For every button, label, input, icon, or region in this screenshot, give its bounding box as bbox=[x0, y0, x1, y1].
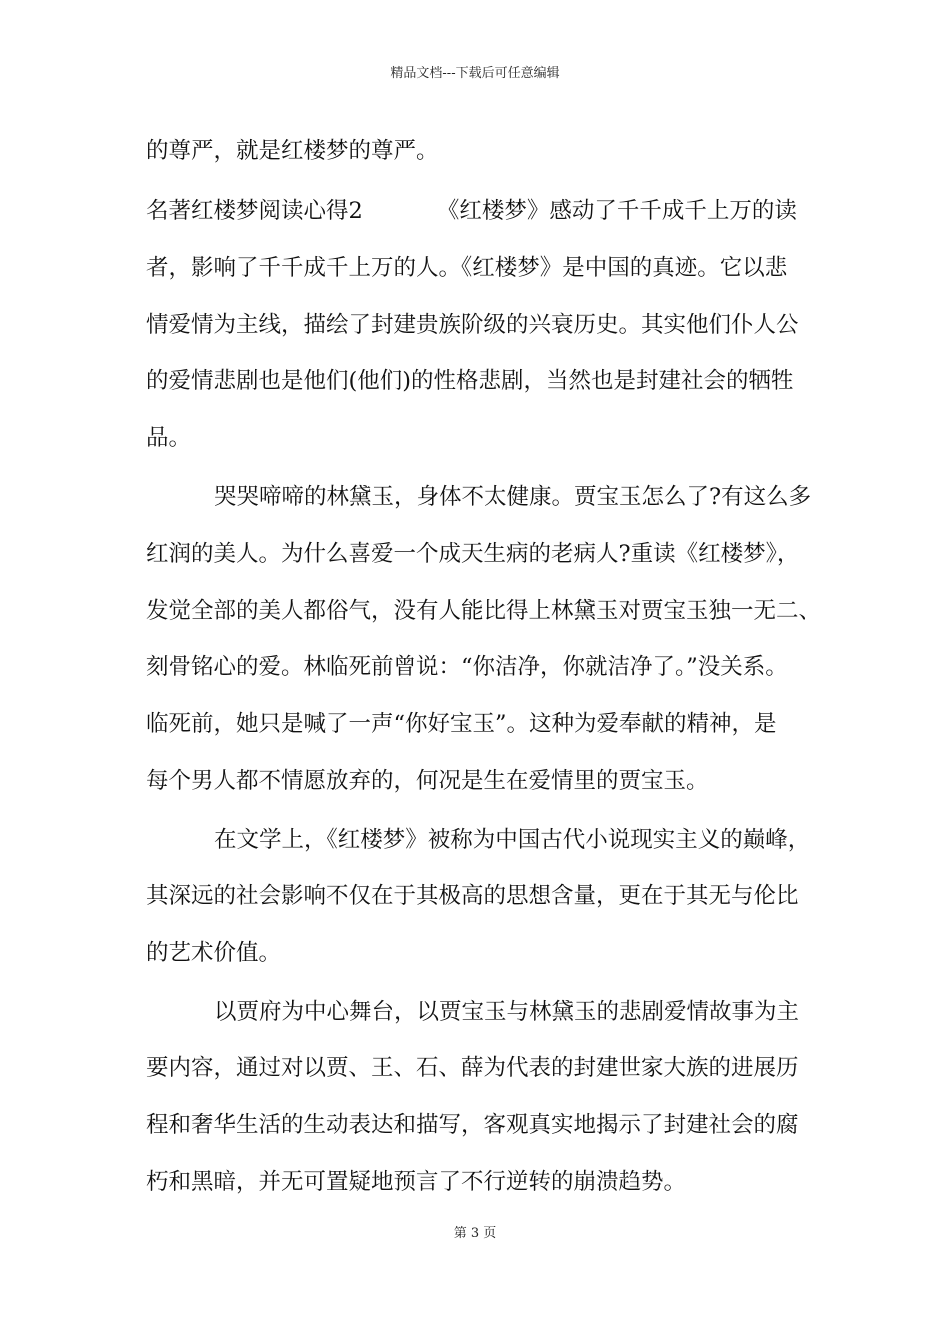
paragraph-line: 红润的美人。为什么喜爱一个成天生病的老病人?重读《红楼梦》， bbox=[146, 541, 800, 567]
paragraph-line: 品。 bbox=[146, 425, 192, 451]
paragraph-line: 《红楼梦》感动了千千成千上万的读 bbox=[436, 198, 797, 224]
paragraph-line: 其深远的社会影响不仅在于其极高的思想含量，更在于其无与伦比 bbox=[146, 883, 799, 909]
paragraph-line: 朽和黑暗，并无可置疑地预言了不行逆转的崩溃趋势。 bbox=[146, 1169, 687, 1195]
paragraph-line: 程和奢华生活的生动表达和描写，客观真实地揭示了封建社会的腐 bbox=[146, 1112, 799, 1138]
paragraph-line: 以贾府为中心舞台，以贾宝玉与林黛玉的悲剧爱情故事为主 bbox=[214, 999, 800, 1025]
page-number: 第 3 页 bbox=[453, 1226, 497, 1241]
paragraph-line: 哭哭啼啼的林黛玉，身体不太健康。贾宝玉怎么了?有这么多 bbox=[214, 484, 812, 510]
section-heading-line bbox=[146, 196, 836, 226]
section-heading: 名著红楼梦阅读心得2 bbox=[146, 198, 363, 224]
paragraph-line: 的爱情悲剧也是他们(他们)的性格悲剧，当然也是封建社会的牺牲 bbox=[146, 368, 794, 394]
paragraph-line: 情爱情为主线，描绘了封建贵族阶级的兴衰历史。其实他们仆人公 bbox=[146, 312, 799, 338]
paragraph-line: 在文学上，《红楼梦》被称为中国古代小说现实主义的巅峰， bbox=[214, 827, 811, 853]
paragraph-line: 要内容，通过对以贾、王、石、薛为代表的封建世家大族的进展历 bbox=[146, 1055, 799, 1081]
paragraph-line: 者，影响了千千成千上万的人。《红楼梦》是中国的真迹。它以悲 bbox=[146, 255, 788, 281]
paragraph-line: 刻骨铭心的爱。林临死前曾说：“你洁净，你就洁净了。”没关系。 bbox=[146, 654, 788, 680]
paragraph-line: 发觉全部的美人都俗气，没有人能比得上林黛玉对贾宝玉独一无二、 bbox=[146, 598, 822, 624]
paragraph-line: 的尊严，就是红楼梦的尊严。 bbox=[146, 138, 439, 164]
paragraph-line: 的艺术价值。 bbox=[146, 940, 282, 966]
paragraph-line: 每个男人都不情愿放弃的，何况是生在爱情里的贾宝玉。 bbox=[146, 768, 709, 794]
page-header: 精品文档---下载后可任意编辑 bbox=[390, 66, 560, 81]
paragraph-line: 临死前，她只是喊了一声“你好宝玉”。这种为爱奉献的精神，是 bbox=[146, 711, 777, 737]
